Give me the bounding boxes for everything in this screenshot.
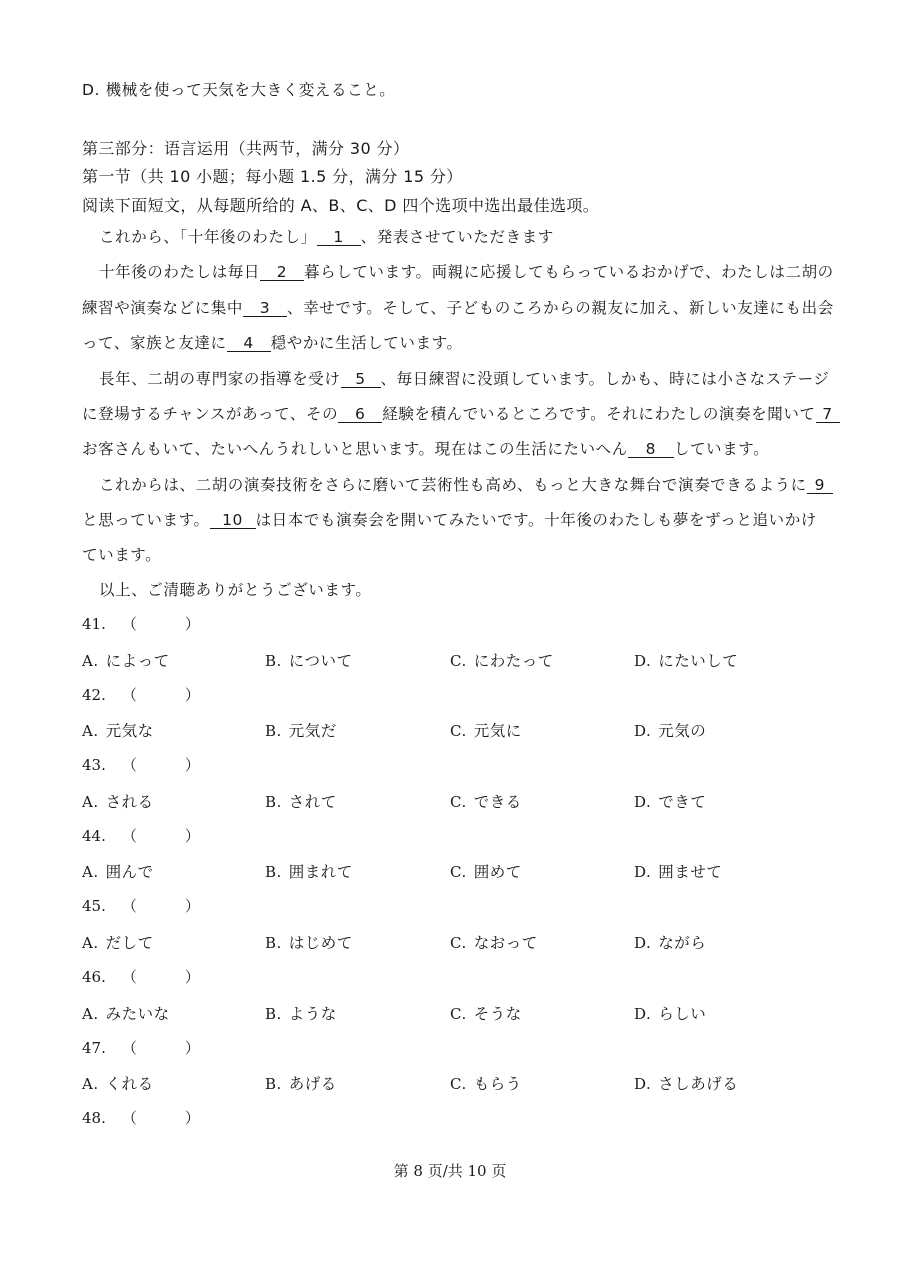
option-letter: B. — [265, 722, 282, 741]
question-number: 44. （ ） — [82, 826, 200, 845]
option-text: によって — [105, 651, 170, 670]
option-letter: B. — [265, 1075, 282, 1094]
answer-bracket-open: （ — [121, 685, 137, 704]
answer-bracket-close: ） — [184, 968, 200, 986]
answer-option — [450, 1002, 522, 1024]
passage-line: 長年、二胡の専門家の指導を受け 5 、毎日練習に没頭しています。しかも、時には小さなステージ — [99, 370, 830, 388]
option-text: 囲まれて — [288, 863, 353, 882]
option-text: もらう — [473, 1075, 522, 1094]
blank-1: 1 — [317, 229, 361, 246]
passage-line: に登場するチャンスがあって、その 6 経験を積んでいるところです。それにわたしの演奏を聞いて 7 — [82, 402, 840, 424]
previous-question-option-d: D. 機械を使って天気を大きく変えること。 — [82, 81, 396, 99]
answer-bracket-open: （ — [121, 1038, 137, 1057]
option-text: される — [105, 792, 154, 811]
option-letter: C. — [450, 1004, 467, 1023]
option-text: できる — [473, 792, 522, 811]
answer-option — [634, 1002, 706, 1024]
passage-line: ています。 — [82, 546, 162, 564]
blank-9: 9 — [807, 477, 833, 494]
answer-bracket-open: （ — [121, 968, 137, 986]
option-text: さしあげる — [658, 1075, 739, 1094]
option-letter: A. — [82, 792, 99, 811]
answer-option — [450, 860, 522, 882]
option-text: あげる — [288, 1075, 337, 1094]
option-letter: B. — [265, 792, 282, 811]
answer-option — [450, 790, 522, 812]
answer-option — [634, 860, 722, 882]
blank-10: 10 — [210, 512, 256, 529]
answer-option — [82, 790, 154, 812]
passage-line: 十年後のわたしは毎日 2 暮らしています。両親に応援してもらっているおかげで、わたしは二胡の — [99, 263, 834, 281]
option-text: はじめて — [288, 933, 353, 952]
option-letter: A. — [82, 1075, 99, 1094]
option-text: そうな — [473, 1004, 522, 1023]
option-text: みたいな — [105, 1004, 170, 1023]
option-text: 元気だ — [288, 722, 337, 741]
answer-bracket-close: ） — [184, 756, 200, 775]
passage-closing: 以上、ご清聴ありがとうございます。 — [99, 581, 372, 599]
option-letter: A. — [82, 722, 99, 741]
answer-option — [634, 790, 706, 812]
option-text: なおって — [473, 933, 538, 952]
passage-line: 練習や演奏などに集中 3 、幸せです。そして、子どものころからの親友に加え、新しい友達にも出会 — [82, 299, 834, 317]
answer-option — [82, 931, 154, 953]
answer-bracket-close: ） — [184, 1038, 200, 1057]
question-number: 45. （ ） — [82, 897, 200, 916]
section-instruction: 阅读下面短文，从每题所给的 A、B、C、D 四个选项中选出最佳选项。 — [82, 196, 600, 215]
question-number: 43. （ ） — [82, 756, 200, 775]
answer-option — [82, 1002, 170, 1024]
question-number: 41. （ ） — [82, 615, 200, 633]
answer-option — [265, 1072, 337, 1094]
option-text: されて — [288, 792, 337, 811]
section-title: 第三部分：语言运用（共两节，满分 30 分） — [82, 139, 410, 158]
option-text: ような — [288, 1004, 337, 1023]
question-number: 47. （ ） — [82, 1038, 200, 1057]
answer-bracket-close: ） — [184, 685, 200, 704]
blank-3: 3 — [243, 300, 287, 317]
option-letter: C. — [450, 792, 467, 811]
answer-option — [634, 1072, 738, 1094]
option-letter: D. — [634, 1004, 652, 1023]
option-letter: C. — [450, 651, 467, 670]
answer-bracket-close: ） — [184, 826, 200, 845]
passage-line: って、家族と友達に 4 穏やかに生活しています。 — [82, 334, 463, 352]
option-text: くれる — [105, 1075, 154, 1094]
option-text: にたいして — [658, 651, 739, 670]
question-number: 46. （ ） — [82, 968, 200, 986]
answer-option — [265, 649, 353, 671]
blank-8: 8 — [628, 441, 674, 458]
option-text: 元気に — [473, 722, 522, 741]
option-letter: A. — [82, 933, 99, 952]
option-letter: D. — [634, 1075, 652, 1094]
question-number: 48. （ ） — [82, 1109, 200, 1128]
option-letter: B. — [265, 651, 282, 670]
option-text: 囲ませて — [658, 863, 723, 882]
option-letter: D. — [634, 722, 652, 741]
question-number: 42. （ ） — [82, 685, 200, 704]
option-letter: A. — [82, 651, 99, 670]
answer-bracket-close: ） — [184, 897, 200, 916]
passage-line: これからは、二胡の演奏技術をさらに磨いて芸術性も高め、もっと大きな舞台で演奏できるように 9 — [99, 473, 833, 495]
answer-option — [634, 649, 738, 671]
option-letter: D. — [634, 863, 652, 882]
option-letter: A. — [82, 863, 99, 882]
answer-option — [450, 1072, 522, 1094]
blank-4: 4 — [227, 335, 271, 352]
option-letter: D. — [634, 651, 652, 670]
option-letter: C. — [450, 863, 467, 882]
answer-option — [82, 1072, 154, 1094]
option-text: 元気の — [658, 722, 707, 741]
option-letter: D. — [634, 933, 652, 952]
passage-line: これから、「十年後のわたし」 1 、発表させていただきます — [99, 228, 554, 246]
option-letter: B. — [265, 933, 282, 952]
option-letter: C. — [450, 1075, 467, 1094]
answer-option — [265, 860, 353, 882]
option-letter: A. — [82, 1004, 99, 1023]
option-letter: B. — [265, 863, 282, 882]
answer-bracket-open: （ — [121, 826, 137, 845]
answer-bracket-close: ） — [184, 615, 200, 633]
answer-option — [634, 719, 706, 741]
answer-bracket-open: （ — [121, 1109, 137, 1128]
blank-7: 7 — [816, 406, 840, 423]
answer-option — [450, 649, 554, 671]
passage-line: と思っています。 10 は日本でも演奏会を開いてみたいです。十年後のわたしも夢をずっと追いかけ — [82, 511, 817, 529]
answer-option — [82, 649, 170, 671]
option-letter: C. — [450, 933, 467, 952]
option-text: について — [288, 651, 353, 670]
option-text: にわたって — [473, 651, 554, 670]
answer-bracket-close: ） — [184, 1109, 200, 1128]
option-text: ながら — [658, 933, 707, 952]
option-letter: D. — [634, 792, 652, 811]
answer-option — [450, 931, 538, 953]
answer-option — [265, 719, 337, 741]
option-text: できて — [658, 792, 707, 811]
answer-option — [265, 931, 353, 953]
answer-option — [82, 719, 154, 741]
answer-bracket-open: （ — [121, 615, 137, 633]
blank-6: 6 — [338, 406, 382, 423]
blank-2: 2 — [260, 264, 304, 281]
option-letter: C. — [450, 722, 467, 741]
option-text: 囲んで — [105, 863, 154, 882]
option-letter: B. — [265, 1004, 282, 1023]
option-text: 囲めて — [473, 863, 522, 882]
answer-option — [265, 790, 337, 812]
option-text: だして — [105, 933, 154, 952]
answer-bracket-open: （ — [121, 756, 137, 775]
answer-bracket-open: （ — [121, 897, 137, 916]
blank-5: 5 — [341, 371, 381, 388]
answer-option — [82, 860, 154, 882]
passage-line: お客さんもいて、たいへんうれしいと思います。現在はこの生活にたいへん 8 しています。 — [82, 440, 770, 458]
option-text: 元気な — [105, 722, 154, 741]
answer-option — [450, 719, 522, 741]
option-text: らしい — [658, 1004, 707, 1023]
section-subtitle: 第一节（共 10 小题；每小题 1.5 分，满分 15 分） — [82, 167, 463, 186]
answer-option — [265, 1002, 337, 1024]
page-footer: 第 8 页/共 10 页 — [393, 1162, 507, 1180]
answer-option — [634, 931, 706, 953]
